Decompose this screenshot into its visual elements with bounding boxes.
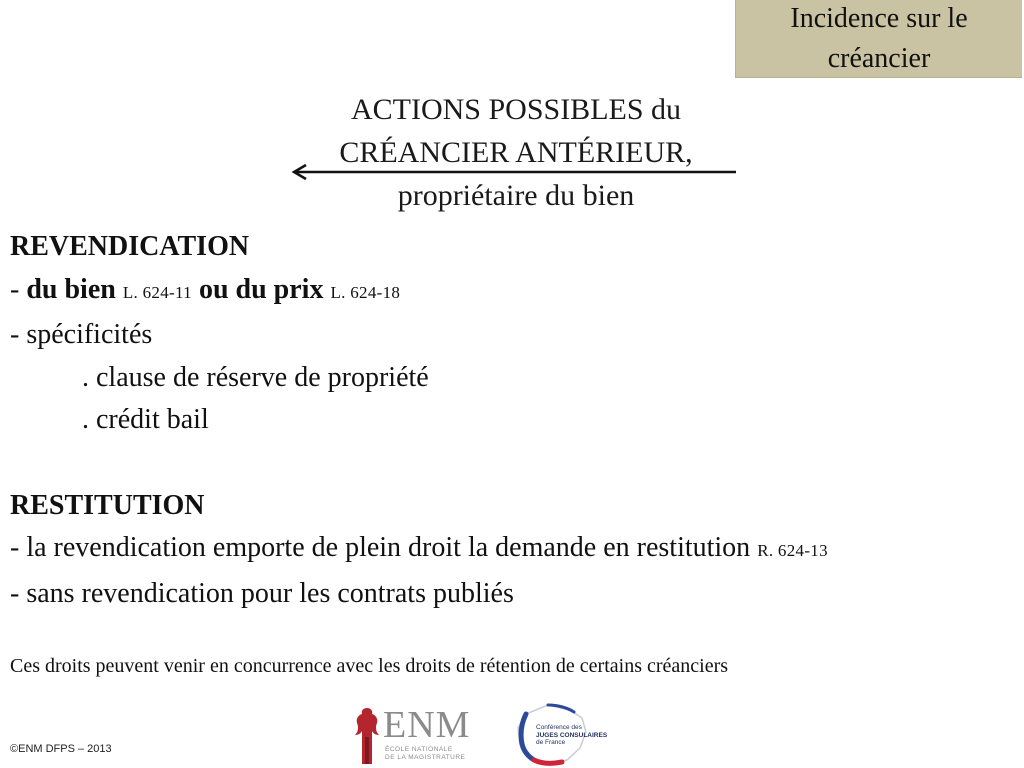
enm-logo — [350, 704, 471, 766]
reference-r-624-13: R. 624-13 — [757, 541, 828, 561]
section-tag — [735, 0, 1022, 78]
specificite-item-reserve: . clause de réserve de propriété — [82, 361, 429, 393]
left-arrow-icon — [290, 164, 738, 180]
copyright-text: ©ENM DFPS – 2013 — [10, 743, 112, 755]
slide-body — [10, 226, 1020, 615]
specificites-line: - spécificités — [10, 319, 153, 351]
juges-text-line1: Conférence des — [536, 724, 582, 731]
section-tag-line2: créancier — [827, 42, 931, 74]
slide-title — [258, 88, 774, 217]
juges-consulaires-text — [536, 724, 608, 747]
restitution-line-1-text: - la revendication emporte de plein droit la demande en restitution — [10, 532, 751, 564]
revendication-line-bien-prix — [10, 269, 1020, 315]
restitution-line-2: - sans revendication pour les contrats publiés — [10, 577, 514, 609]
juges-text-line3: de France — [536, 739, 566, 746]
concurrence-note: Ces droits peuvent venir en concurrence avec les droits de rétention de certains créanciers — [10, 655, 729, 677]
reference-l-624-18: L. 624-18 — [330, 282, 401, 302]
restitution-heading: RESTITUTION — [10, 489, 205, 521]
ou-du-prix-text: ou du prix — [198, 273, 324, 305]
enm-logo-subtitle-2: DE LA MAGISTRATURE — [385, 754, 466, 761]
revendication-heading: REVENDICATION — [10, 231, 250, 262]
juges-text-line2: JUGES CONSULAIRES — [536, 731, 608, 739]
slide-title-line3: propriétaire du bien — [397, 179, 635, 212]
enm-logo-subtitle-1: ÉCOLE NATIONALE — [385, 746, 453, 753]
spacer — [10, 442, 1020, 485]
reference-l-624-11: L. 624-11 — [122, 282, 192, 302]
specificite-item-credit-bail: . crédit bail — [82, 404, 209, 436]
dash: - — [10, 273, 27, 305]
juges-consulaires-logo — [512, 702, 608, 766]
slide-title-line2: CRÉANCIER ANTÉRIEUR, — [339, 136, 693, 169]
enm-logo-mark-icon — [350, 704, 384, 766]
section-tag-line1: Incidence sur le — [790, 3, 968, 35]
restitution-line-1 — [10, 527, 1020, 573]
enm-logo-text: ENM — [383, 704, 471, 746]
du-bien-text: du bien — [26, 273, 116, 305]
slide-title-line1: ACTIONS POSSIBLES du — [350, 93, 682, 126]
